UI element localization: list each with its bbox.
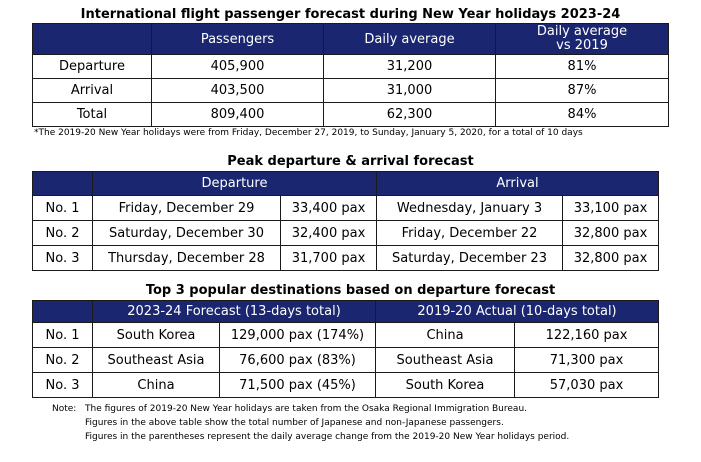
note-line-3: Figures in the parentheses represent the daily average change from the 2019-20 New Year holidays period. <box>85 432 570 442</box>
header-daily-average: Daily average <box>324 24 496 55</box>
arrival-date-cell: Saturday, December 23 <box>377 246 563 271</box>
note-line-1: The figures of 2019-20 New Year holidays are taken from the Osaka Regional Immigration Bureau. <box>85 404 528 414</box>
departure-date-cell: Friday, December 29 <box>93 196 281 221</box>
passengers-cell: 403,500 <box>152 79 324 103</box>
header-departure: Departure <box>93 172 377 196</box>
table-row <box>33 79 669 103</box>
table-row <box>33 373 659 398</box>
vs-2019-cell: 84% <box>496 103 669 127</box>
forecast-destination-cell: Southeast Asia <box>93 348 220 373</box>
rank-cell: No. 1 <box>33 196 93 221</box>
header-daily-average-vs-2019: Daily average vs 2019 <box>496 24 669 55</box>
header-passengers: Passengers <box>152 24 324 55</box>
departure-date-cell: Saturday, December 30 <box>93 221 281 246</box>
header-arrival: Arrival <box>377 172 659 196</box>
row-label: Total <box>33 103 152 127</box>
arrival-date-cell: Friday, December 22 <box>377 221 563 246</box>
table3-header-row <box>33 301 659 323</box>
rank-cell: No. 2 <box>33 348 93 373</box>
departure-pax-cell: 32,400 pax <box>281 221 377 246</box>
table1-title: International flight passenger forecast during New Year holidays 2023-24 <box>80 7 621 22</box>
forecast-pax-cell: 76,600 pax (83%) <box>220 348 376 373</box>
header-forecast-2023-24: 2023-24 Forecast (13-days total) <box>93 301 376 323</box>
forecast-pax-cell: 71,500 pax (45%) <box>220 373 376 398</box>
table2-header-corner <box>33 172 93 196</box>
table2-title: Peak departure & arrival forecast <box>227 154 474 169</box>
table-row <box>33 103 669 127</box>
top-destinations-table <box>32 300 659 398</box>
actual-destination-cell: Southeast Asia <box>376 348 515 373</box>
arrival-pax-cell: 33,100 pax <box>563 196 659 221</box>
table-row <box>33 348 659 373</box>
table-row <box>33 323 659 348</box>
rank-cell: No. 1 <box>33 323 93 348</box>
departure-pax-cell: 33,400 pax <box>281 196 377 221</box>
departure-pax-cell: 31,700 pax <box>281 246 377 271</box>
daily-average-cell: 31,000 <box>324 79 496 103</box>
passengers-cell: 405,900 <box>152 55 324 79</box>
table2-header-row <box>33 172 659 196</box>
table1-header-corner <box>33 24 152 55</box>
arrival-pax-cell: 32,800 pax <box>563 221 659 246</box>
actual-pax-cell: 57,030 pax <box>515 373 659 398</box>
arrival-date-cell: Wednesday, January 3 <box>377 196 563 221</box>
peak-forecast-table <box>32 171 659 271</box>
daily-average-cell: 62,300 <box>324 103 496 127</box>
rank-cell: No. 3 <box>33 373 93 398</box>
table3-header-corner <box>33 301 93 323</box>
rank-cell: No. 3 <box>33 246 93 271</box>
table-row <box>33 221 659 246</box>
forecast-pax-cell: 129,000 pax (174%) <box>220 323 376 348</box>
row-label: Arrival <box>33 79 152 103</box>
header-actual-2019-20: 2019-20 Actual (10-days total) <box>376 301 659 323</box>
forecast-destination-cell: China <box>93 373 220 398</box>
passengers-cell: 809,400 <box>152 103 324 127</box>
table-row <box>33 196 659 221</box>
forecast-destination-cell: South Korea <box>93 323 220 348</box>
note-line-2: Figures in the above table show the total number of Japanese and non-Japanese passengers. <box>85 418 504 428</box>
actual-destination-cell: South Korea <box>376 373 515 398</box>
actual-pax-cell: 71,300 pax <box>515 348 659 373</box>
vs-2019-cell: 87% <box>496 79 669 103</box>
table-row <box>33 55 669 79</box>
table-row <box>33 246 659 271</box>
arrival-pax-cell: 32,800 pax <box>563 246 659 271</box>
passenger-forecast-table <box>32 23 669 127</box>
vs-2019-cell: 81% <box>496 55 669 79</box>
table1-footnote: *The 2019-20 New Year holidays were from Friday, December 27, 2019, to Sunday, January 5, 2020, for a total of 10 days <box>34 128 583 138</box>
daily-average-cell: 31,200 <box>324 55 496 79</box>
departure-date-cell: Thursday, December 28 <box>93 246 281 271</box>
table1-header-row <box>33 24 669 55</box>
actual-destination-cell: China <box>376 323 515 348</box>
table3-title: Top 3 popular destinations based on departure forecast <box>145 283 556 298</box>
notes-prefix: Note: <box>52 404 77 414</box>
rank-cell: No. 2 <box>33 221 93 246</box>
actual-pax-cell: 122,160 pax <box>515 323 659 348</box>
row-label: Departure <box>33 55 152 79</box>
